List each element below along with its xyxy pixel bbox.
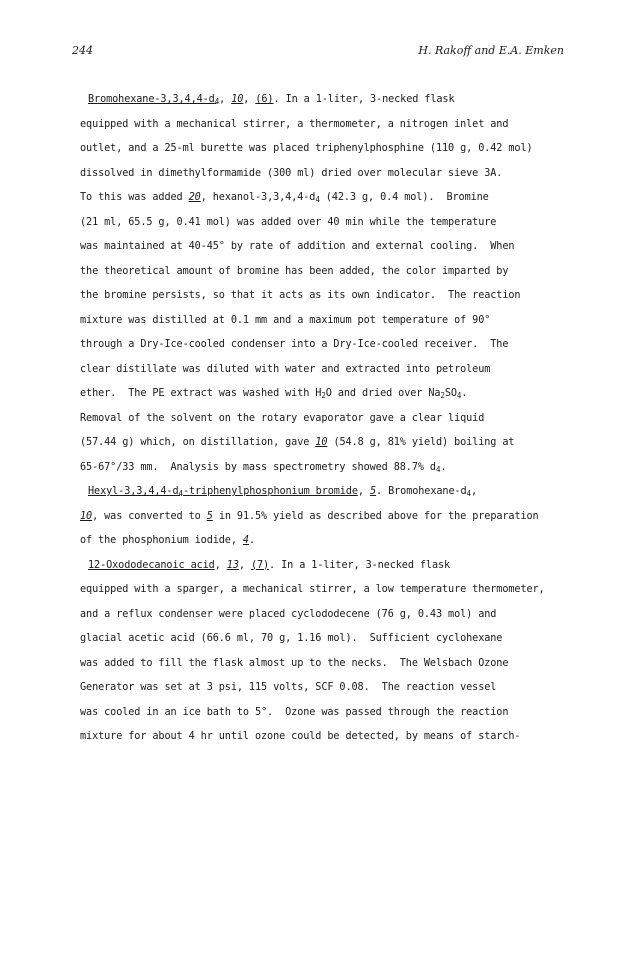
paragraph-1-line-1: Bromohexane-$3,3,4,4-d_4$, 10, (6). In a 1-liter, 3-necked flask xyxy=(88,94,455,106)
text-line: the bromine persists, so that it acts as its own indicator. The reaction xyxy=(80,290,521,301)
page-header xyxy=(72,44,564,62)
text-line: mixture was distilled at 0.1 mm and a maximum pot temperature of 90° xyxy=(80,314,491,326)
text-line: (21 ml, 65.5 g, 0.41 mol) was added over 40 min while the temperature xyxy=(80,216,497,228)
running-head: H. Rakoff and E.A. Emken xyxy=(418,44,564,57)
text-line: dissolved in dimethylformamide (300 ml) dried over molecular sieve 3A. xyxy=(80,167,503,179)
compound-number: 10 xyxy=(315,437,328,448)
compound-number: 5 xyxy=(206,510,213,522)
compound-number: 13 xyxy=(226,559,239,571)
paragraph-3-line-1: 12-Oxododecanoic acid, 13, (7). In a 1-liter, 3-necked flask xyxy=(88,559,451,571)
text-line: was added to fill the flask almost up to the necks. The Welsbach Ozone xyxy=(80,657,509,669)
text-line: of the phosphonium iodide, 4. xyxy=(80,535,256,546)
text-line: through a Dry-Ice-cooled condenser into a Dry-Ice-cooled receiver. The xyxy=(80,339,509,350)
compound-heading: Bromohexane-$3,3,4,4-d_4$ xyxy=(88,94,220,106)
reference-marker: (7) xyxy=(250,559,270,571)
text-line: was maintained at 40-45° by rate of addition and external cooling. When xyxy=(80,241,515,252)
text-line: outlet, and a 25-ml burette was placed triphenylphosphine (110 g, 0.42 mol) xyxy=(80,143,533,154)
compound-number: 10 xyxy=(80,510,93,522)
body-text xyxy=(80,88,580,750)
text-line: glacial acetic acid (66.6 ml, 70 g, 1.16 mol). Sufficient cyclohexane xyxy=(80,633,503,644)
paragraph-2-line-1: Hexyl-$3,3,4,4-d_4$-triphenylphosphonium bromide, 5. Bromohexane-$d_4$, xyxy=(88,486,478,498)
compound-heading: 12-Oxododecanoic acid xyxy=(88,559,215,571)
text-line: the theoretical amount of bromine has been added, the color imparted by xyxy=(80,265,509,277)
text-line: Generator was set at 3 psi, 115 volts, SCF 0.08. The reaction vessel xyxy=(80,682,497,693)
text-line: Removal of the solvent on the rotary evaporator gave a clear liquid xyxy=(80,412,485,424)
compound-number: 20 xyxy=(188,192,201,203)
text-line: (57.44 g) which, on distillation, gave 10 (54.8 g, 81% yield) boiling at xyxy=(80,437,515,448)
text-line: clear distillate was diluted with water and extracted into petroleum xyxy=(80,363,491,375)
text-line: 10, was converted to 5 in 91.5% yield as described above for the preparation xyxy=(80,510,539,522)
compound-heading: Hexyl-$3,3,4,4-d_4$-triphenylphosphonium bromide xyxy=(88,486,358,498)
text-line: and a reflux condenser were placed cyclododecene (76 g, 0.43 mol) and xyxy=(80,608,497,620)
text-line: equipped with a mechanical stirrer, a thermometer, a nitrogen inlet and xyxy=(80,118,509,130)
compound-number: 10 xyxy=(231,94,244,105)
compound-number: 5 xyxy=(369,486,377,497)
text-line: ether. The PE extract was washed with $H_2O$ and dried over $Na_2SO_4$. xyxy=(80,388,468,400)
text-line: 65-67°/33 mm. Analysis by mass spectrometry showed 88.7% $d_4$. xyxy=(80,461,447,474)
reference-marker: (6) xyxy=(255,94,274,105)
text-line: To this was added 20, hexanol-$3,3,4,4-d_4$ (42.3 g, 0.4 mol). Bromine xyxy=(80,192,489,204)
page-number: 244 xyxy=(72,44,93,57)
text-line: equipped with a sparger, a mechanical stirrer, a low temperature thermometer, xyxy=(80,584,545,595)
compound-number: 4 xyxy=(242,535,249,546)
text-line: was cooled in an ice bath to 5°. Ozone was passed through the reaction xyxy=(80,706,509,718)
text-line: mixture for about 4 hr until ozone could be detected, by means of starch- xyxy=(80,731,521,742)
